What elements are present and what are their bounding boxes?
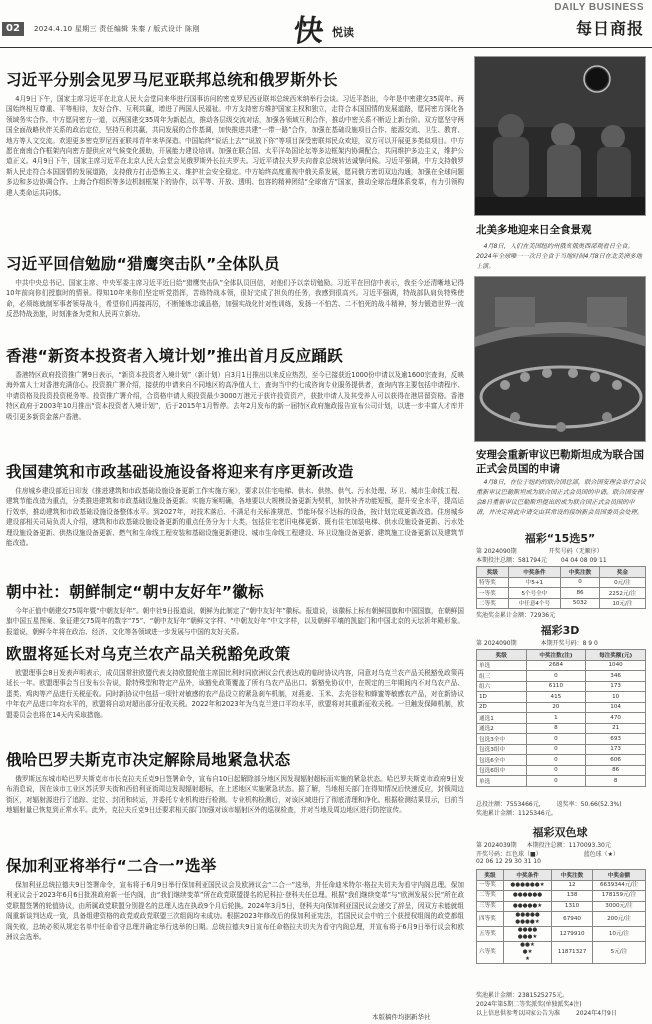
article-body: 俄罗斯远东城市哈巴罗夫斯克市市长克拉夫丘克9日签署命令，宣布自10日起解除部分地区因发现辐射超标而实施的紧急状态。哈巴罗夫斯克市政府9日发布消息说，因在该市工业区苏沃罗夫街和西伯利亚街周边发现辐射超标，在上述地区实施紧急状态。据了解，当地相关部门在得知情况后快速反应，封锁周边街区，对辐射源进行了追踪、定位、封闭和转运，并委托专业机构进行检测。专业机构检测后，对该区域进行了彻底清理和净化。根据检测结果显示，目前当地辐射量已恢复到正常水平。此外，克拉夫丘克9日还要求相关部门加强对该市辐射区外的巡视检查，并对当地及周边地区进行防控宣传。 <box>6 775 464 815</box>
cell: 通选2 <box>477 723 527 734</box>
table-row <box>477 598 646 609</box>
eclipse-photo <box>474 56 646 216</box>
article-body: 香港特区政府投资推广署9日表示，“新资本投资者入境计划”（新计划）自3月1日推出以来反应热烈，至今已接获近1000份申请以及逾1600宗查询，反映海外富人士对香港充满信心。投资推广署介绍，接获的申请来自不同地区的高净值人士，查询当中约七成咨询专业服务提供者，查询内容主要包括申请程序、申请资格及投资投资税务等。投资推广署介绍，合资格申请人须投资最少3000万港元于获许投资资产，获批申请人及其受养人可以获得在港居留资格。香港特区政府于2003年10月推出“资本投资者入境计划”，后于2015年1月暂停。去年2月发布的新一届特区政府施政报告宣布公司计划，以进一步丰富人才库并吸引更多新资金落户香港。 <box>6 371 464 421</box>
disclaimer: 以上信息供参考以国家公告为准 <box>476 1010 561 1017</box>
article-title: 朝中社：朝鲜制定“朝中友好年”徽标 <box>6 583 264 601</box>
table-header <box>477 870 646 881</box>
draw-date: 2024年4月9日 <box>575 1010 617 1017</box>
draw-numbers: 04 04 08 09 11 <box>560 557 607 564</box>
cell: 104 <box>586 702 646 713</box>
cell: 86 <box>586 765 646 776</box>
cell: 0 <box>526 744 586 755</box>
lottery-ssq-issue <box>476 840 646 849</box>
table-row <box>477 765 646 776</box>
article-body: 保加利亚总统拉德夫9日签署命令，宣布将于6月9日举行保加利亚国民议会及欧洲议会“二合一”选举，并任命迪米特尔·格拉夫切夫为看守内阁总理。保加利亚议会于2023年6月6日批准政府新一任内阁，由“我们继续变革”所在政党联盟提名的尼科拉·登科夫任总理。根据“我们继续变革”与“欧洲发展公民”所在政党联盟签署的轮值协议，由所属政党联盟分别提名的总理人选在执政9个月后轮换。2024年3月5日，登科夫向保加利亚国民议会递交了辞呈，因双方未能就组阁重新谈判达成一致，具备组建资格的政党或政党联盟三次组阁均未成功。根据2023年修改后的保加利亚宪法，若国民议会中的三个获授权组阁的政党都组阁失败，总统必须从规定名单中任命看守总理并确定举行选举的日期。总统拉德夫9日宣布任命格拉夫切夫为看守内阁总理，并宣布将于6月9日举行议会和欧洲议会选举。 <box>6 881 464 942</box>
issue-meta: 2024.4.10 星期三 责任编辑 朱秦 / 版式设计 陈刚 <box>34 25 200 33</box>
cell: 1 <box>526 713 586 724</box>
article-title: 香港“新资本投资者入境计划”推出首月反应踊跃 <box>6 347 343 365</box>
cell: 五等奖 <box>477 927 504 942</box>
table-row <box>477 577 646 588</box>
article-8 <box>6 854 464 1016</box>
cell: 2D <box>477 702 527 713</box>
cell: 组三 <box>477 671 527 682</box>
paper-brand: 每日商报 <box>575 19 644 38</box>
table-row <box>477 723 646 734</box>
photo2-title: 安理会重新审议巴勒斯坦成为联合国正式会员国的申请 <box>476 449 644 475</box>
cell: 470 <box>586 713 646 724</box>
cell: ●●●● ●●●★ <box>503 927 551 942</box>
table-row <box>477 734 646 745</box>
draw-label: 本期开奖号码：8 9 0 <box>540 640 598 647</box>
article-title: 我国建筑和市政基础设施设备将迎来有序更新改造 <box>6 463 354 481</box>
lottery-15x5-sales <box>476 555 646 564</box>
cell: 10元/注 <box>592 927 645 942</box>
table-row <box>477 660 646 671</box>
cell: 通选1 <box>477 713 527 724</box>
article-2 <box>6 252 464 340</box>
lottery-ssq-table <box>476 869 646 964</box>
cell: ●●●●●★ <box>503 901 551 912</box>
cell: 10 <box>586 692 646 703</box>
cell: 173 <box>586 681 646 692</box>
red-ball-label: 开奖号码：红色球（■） <box>476 851 542 858</box>
table-row <box>477 671 646 682</box>
article-3 <box>6 344 464 442</box>
cell: 包选6全中 <box>477 755 527 766</box>
cell: 8 <box>586 776 646 787</box>
table-row <box>477 942 646 964</box>
cell: 6110 <box>526 681 586 692</box>
col-header: 中奖条件 <box>508 567 561 578</box>
photo1-caption: 4月8日，人们在美国纽约州俄亥俄奥西部观看日全食。2024年全球唯一一次日全食于当地时间4月8日在北美洲多地上演。 <box>476 243 642 270</box>
lottery-15x5-title: 福彩“15选5” <box>524 532 596 545</box>
lottery-ssq-bonus: 2024年第5期二等奖派奖(单独派奖4注) <box>476 1001 582 1008</box>
lottery-3d-issue <box>476 638 646 647</box>
table-row <box>477 901 646 912</box>
cell: 包选6组中 <box>477 765 527 776</box>
lottery-ssq-note <box>476 1008 646 1017</box>
article-5 <box>6 580 464 648</box>
article-body: 中共中央总书记、国家主席、中央军委主席习近平近日给“猎鹰突击队”全体队员回信，对他们予以亲切勉励。习近平在回信中表示，我至今还清晰地记得10年前向你们授旗时的情景。得知10年来你们坚定听党指挥，苦练特战本领，很好完成了担负的任务，我感到很高兴。习近平强调，特战部队肩负特殊使命，必须练就制军事者领导战斗，希望你们再接再厉，不断锤炼忠诚品格，加强实战化针对性训练，发扬一不怕苦、二不怕死的战斗精神，努力锻造世界一流反恐特战劲旅，时刻准备为党和人民再立新功。 <box>6 279 464 319</box>
cell: 173 <box>586 744 646 755</box>
cell: 1310 <box>552 901 593 912</box>
lottery-ssq-numbers: 02 06 12 29 30 31 10 <box>476 858 541 865</box>
page-header <box>0 0 652 48</box>
col-header: 每注奖额(元) <box>586 650 646 661</box>
cell: ●●●●●● <box>503 891 551 902</box>
table-row <box>477 912 646 927</box>
article-body: 今年正值中朝建交75周年暨“中朝友好年”。朝中社9日报道说，朝鲜为此制定了“朝中友好年”徽标。报道说，该徽标上标有朝鲜国旗和中国国旗，在朝鲜国旗中国五星图案、象征建交75周年的数字“75”、“朝中友好年”朝鲜文字样、“中朝友好年”中文字样，以及朝鲜平壤的凯旋门和中国北京的天坛祈年殿形象。报道说，朝鲜今年将在政治、经济、文化等各领域进一步发展与中国的友好关系。 <box>6 607 464 636</box>
lottery-15x5-table <box>476 566 646 609</box>
cell: 5032 <box>561 598 600 609</box>
article-title: 俄哈巴罗夫斯克市决定解除局地紧急状态 <box>6 751 291 769</box>
issue-label: 第 2024090期 <box>476 640 517 647</box>
cell: 二等奖 <box>477 598 509 609</box>
cell: ●●●●● ●●●●★ <box>503 912 551 927</box>
cell: 1D <box>477 692 527 703</box>
table-row <box>477 880 646 891</box>
table-row <box>477 692 646 703</box>
un-security-council-photo <box>474 276 646 442</box>
col-header: 奖级 <box>477 650 527 661</box>
cell: 四等奖 <box>477 912 504 927</box>
sales-text: 总投注额：7553466元， <box>476 801 545 808</box>
cell: 1279910 <box>552 927 593 942</box>
lottery-3d-table <box>476 649 646 787</box>
table-row <box>477 755 646 766</box>
cell: 包选3组中 <box>477 744 527 755</box>
cell: 一等奖 <box>477 588 509 599</box>
col-header: 中奖金额 <box>592 870 645 881</box>
article-title: 习近平分别会见罗马尼亚联邦总统和俄罗斯外长 <box>6 71 338 89</box>
cell: 12 <box>552 880 593 891</box>
photo1-title: 北美多地迎来日全食景观 <box>476 224 592 236</box>
cell: 单选 <box>477 660 527 671</box>
cell: 单选 <box>477 776 527 787</box>
cell: 3000元/注 <box>592 901 645 912</box>
cell: 特等奖 <box>477 577 509 588</box>
cell: 六等奖 <box>477 942 504 964</box>
table-header <box>477 567 646 578</box>
cell: 中任意4个号 <box>508 598 561 609</box>
cell: 606 <box>586 755 646 766</box>
sales-text: 本期投注总额：1170093.30元 <box>526 842 611 849</box>
photo2-caption: 4月8日，在位于纽约的联合国总部，联合国安理会举行会议重新审议巴勒斯坦成为联合国正式会员国的申请。联合国安理会8日重新审议巴勒斯坦提出的成为联合国正式会员国的申请，并决定将此申请交由其常设的接纳新会员国委员会处理。 <box>476 479 646 516</box>
table-row <box>477 702 646 713</box>
cell: 0 <box>526 734 586 745</box>
article-1 <box>6 68 464 258</box>
draw-label: 开奖号码（无顺序） <box>548 548 603 555</box>
cell: 0 <box>526 671 586 682</box>
table-row <box>477 713 646 724</box>
return-rate: 返奖率：50.66(52.3%) <box>556 801 622 808</box>
table-row <box>477 744 646 755</box>
cell: ●●★ ●★ ★ <box>503 942 551 964</box>
cell: 5元/注 <box>592 942 645 964</box>
cell: 8 <box>526 723 586 734</box>
table-row <box>477 588 646 599</box>
col-header: 中奖注数 <box>552 870 593 881</box>
cell: 200元/注 <box>592 912 645 927</box>
section-subtitle: 悦读 <box>332 26 354 39</box>
cell: 0 <box>561 577 600 588</box>
col-header: 奖级 <box>477 567 509 578</box>
cell: 415 <box>526 692 586 703</box>
article-7 <box>6 748 464 858</box>
lottery-15x5-pool: 奖池奖金累计金额：72936元 <box>476 612 556 619</box>
cell: 0元/注 <box>599 577 645 588</box>
cell: 11871327 <box>552 942 593 964</box>
issue-label: 第 2024090期 <box>476 548 517 555</box>
article-4 <box>6 460 464 580</box>
article-title: 保加利亚将举行“二合一”选举 <box>6 857 217 875</box>
lottery-15x5-issue <box>476 546 646 555</box>
lottery-ssq-pool: 奖池累计金额：2381525275元。 <box>476 992 569 999</box>
table-header <box>477 650 646 661</box>
article-body: 欧盟理事会8日发表声明表示，成员国常驻欧盟代表支持欧盟轮值主席国比利时同欧洲议会代表达成的临时协议内容，同意对乌克兰农产品关税豁免政策再延长一年。欧盟理事会当日发布公告说，除特殊型和特定产品外，该豁免政策覆盖了所有乌农产品出口。新豁免协议中，在规定的三年期间内不对乌农产品、蛋类、鸡肉等产品进行关税征收。同时新协议中包括一项针对敏感的农产品设立的紧急刹车机制，对燕麦、玉米、去壳谷粒和蜂蜜等敏感农产品，对在新协议中年农产品进口年均水平的，欧盟将自动对超出部分征收关税。2022年和2023年为乌克兰进口平均水平，欧盟将对其重新征收关税。一旦触发保障机制，欧盟委员会也将在14天内采取措施。 <box>6 669 464 719</box>
cell: 10元/注 <box>599 598 645 609</box>
blue-ball-label: 蓝色球（★） <box>583 851 619 858</box>
table-row <box>477 891 646 902</box>
cell: 20 <box>526 702 586 713</box>
page-number: 02 <box>2 22 24 36</box>
issue-label: 第 2024039期 <box>476 842 517 849</box>
col-header: 奖级 <box>477 870 504 881</box>
article-body: 4月9日下午，国家主席习近平在北京人民大会堂同来华进行国事访问的密克罗尼西亚联邦总统西米纳举行会谈。习近平指出，今年是中密建交35周年。两国始终相互尊重、平等相待，友好合作、互利共赢，增进了两国人民福祉。中方支持密方维护国家主权和独立，走符合本国国情的发展道路，愿同密方深化各领域务实合作。中方愿同密方一道，以两国建交35周年为新起点，推动各层级交流对话，加强各领域互利合作，推动中密关系不断迈上新台阶。双方愿坚守两国全面战略伙伴关系的政治定位，坚持互利共赢，共同发展的合作基调，加快推进共建“一带一路”合作，加强在基础设施项目合作、能源交流、卫生、教育、地方等人文交流。欢迎更多密克罗尼西亚联邦青年来华深造。中国始终“说话上去”“说放下你”等项目深受密联邦民众欢迎，双方可以开展更多类似项目。中方愿在南南合作框架内向密方提供应对气候变化援助，开展能力建设培训。加强在联合国、太平洋岛国论坛等多边框架内协调配合，共同维护多边主义，维护公道正义。4月9日下午，国家主席习近平在北京人民大会堂会见俄罗斯外长拉夫罗夫。习近平请拉夫罗夫向普京总统转达诚挚问候。习近平强调，中方支持俄罗斯人民走符合本国国情的发展道路，支持俄方打击恐怖主义、维护社会安全稳定。中方始终高度重视中俄关系发展，愿同俄方密切双边沟通，加强在全球问题多边和多边协调合作。上海合作组织等多边机制框架下的协作，以平等、开放、透明、包容的精神团结“全球南方”国家，推动全球治理体系变革，有力引领构建人类命运共同体。 <box>6 95 464 197</box>
cell: 组六 <box>477 681 527 692</box>
col-header: 中奖注数 <box>561 567 600 578</box>
article-title: 习近平回信勉励“猎鹰突击队”全体队员 <box>6 255 280 273</box>
article-6 <box>6 642 464 752</box>
article-body: 住房城乡建设部近日印发《推进建筑和市政基础设施设备更新工作实施方案》，要求以住宅电梯、供水、供热、供气、污水处理、环卫、城市生命线工程、建筑节能改造为重点，分类推进建筑和市政基础设施设备更新。实施方案明确，各地要以大规模设备更新为契机，加快补齐功能短板，提升安全水平，提高运行效率，推动建筑和市政基础设施设备整体水平。到2027年，对技术落后、不满足有关标准规范、节能环保不达标的设备，按计划完成更新改造。住房城乡建设部相关司局负责人介绍，建筑和市政基础设施设备更新的重点任务分为十大类，包括住宅老旧电梯更新、既有住宅加装电梯、供水设施设备更新、污水处理设施设备更新、供热设施设备更新、燃气和生命线工程安装和基础设施更新建设、城市生命线工程建设、环卫设施设备更新、建筑施工设备更新以及建筑节能改造。 <box>6 487 464 548</box>
cell: 346 <box>586 671 646 682</box>
lottery-ssq-labels <box>476 849 646 858</box>
col-header: 中奖条件 <box>503 870 551 881</box>
paper-english-name: DAILY BUSINESS <box>554 2 644 13</box>
source-note: 本版稿件均据新华社 <box>372 1013 431 1021</box>
col-header: 奖金 <box>599 567 645 578</box>
cell: 67940 <box>552 912 593 927</box>
cell: 二等奖 <box>477 891 504 902</box>
cell: 2684 <box>526 660 586 671</box>
cell: 0 <box>526 776 586 787</box>
cell: 86 <box>561 588 600 599</box>
cell: 2252元/注 <box>599 588 645 599</box>
cell: 中5+1 <box>508 577 561 588</box>
cell: 0 <box>526 755 586 766</box>
cell: 包选3全中 <box>477 734 527 745</box>
section-logo: 快 <box>291 14 326 49</box>
table-row <box>477 927 646 942</box>
lottery-3d-sales <box>476 799 646 808</box>
lottery-3d-pool: 奖池累计金额：1125346元。 <box>476 810 557 817</box>
cell: 0 <box>526 765 586 776</box>
sales-text: 本期投注总额：581794元 <box>476 557 547 564</box>
lottery-ssq-title: 福彩双色球 <box>532 826 588 839</box>
cell: 693 <box>586 734 646 745</box>
cell: 21 <box>586 723 646 734</box>
cell: 三等奖 <box>477 901 504 912</box>
article-title: 欧盟将延长对乌克兰农产品关税豁免政策 <box>6 645 291 663</box>
table-row <box>477 776 646 787</box>
cell: 178159元/注 <box>592 891 645 902</box>
cell: 138 <box>552 891 593 902</box>
table-row <box>477 681 646 692</box>
cell: 6639344元/注 <box>592 880 645 891</box>
col-header: 中奖注数(注) <box>526 650 586 661</box>
lottery-3d-title: 福彩3D <box>540 624 580 637</box>
cell: 1040 <box>586 660 646 671</box>
cell: ●●●●●●★ <box>503 880 551 891</box>
cell: 一等奖 <box>477 880 504 891</box>
cell: 5个号全中 <box>508 588 561 599</box>
